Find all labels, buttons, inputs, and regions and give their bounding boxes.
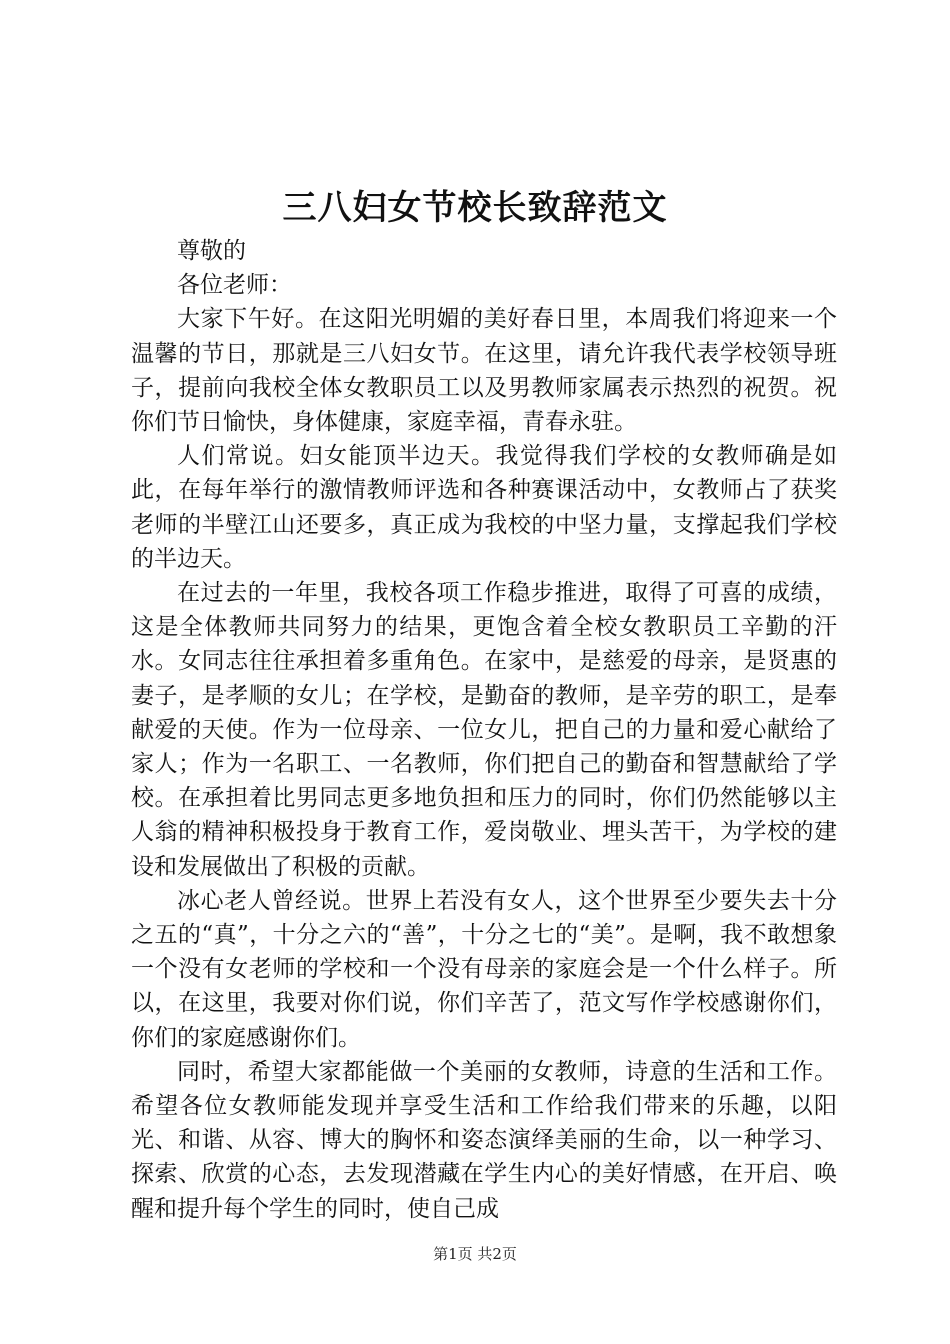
paragraph: 大家下午好。在这阳光明媚的美好春日里，本周我们将迎来一个温馨的节日，那就是三八妇女节。在这里，请允许我代表学校领导班子，提前向我校全体女教职员工以及男教师家属表示热烈的祝贺。祝你们节日愉快，身体健康，家庭幸福，青春永驻。 <box>131 306 837 436</box>
paragraph: 同时，希望大家都能做一个美丽的女教师，诗意的生活和工作。希望各位女教师能发现并享受生活和工作给我们带来的乐趣，以阳光、和谐、从容、博大的胸怀和姿态演绎美丽的生命，以一种学习、探索、欣赏的心态，去发现潜藏在学生内心的美好情感，在开启、唤醒和提升每个学生的同时，使自己成 <box>131 1058 837 1222</box>
salutation-line-2: 各位老师： <box>177 272 292 299</box>
paragraph: 冰心老人曾经说。世界上若没有女人，这个世界至少要失去十分之五的“真”，十分之六的“善”，十分之七的“美”。是啊，我不敢想象一个没有女老师的学校和一个没有母亲的家庭会是一个什么样子。所以，在这里，我要对你们说，你们辛苦了，范文写作学校感谢你们，你们的家庭感谢你们。 <box>131 887 837 1051</box>
paragraph: 人们常说。妇女能顶半边天。我觉得我们学校的女教师确是如此，在每年举行的激情教师评选和各种赛课活动中，女教师占了获奖老师的半壁江山还要多，真正成为我校的中坚力量，支撑起我们学校的半边天。 <box>131 443 837 572</box>
document-body <box>131 234 837 1226</box>
salutation-line-1: 尊敬的 <box>177 238 246 264</box>
page-footer: 第1页 共2页 <box>433 1245 517 1263</box>
paragraph: 在过去的一年里，我校各项工作稳步推进，取得了可喜的成绩，这是全体教师共同努力的结果，更饱含着全校女教职员工辛勤的汗水。女同志往往承担着多重角色。在家中，是慈爱的母亲，是贤惠的妻子，是孝顺的女儿；在学校，是勤奋的教师，是辛劳的职工，是奉献爱的天使。作为一位母亲、一位女儿，把自己的力量和爱心献给了家人；作为一名职工、一名教师，你们把自己的勤奋和智慧献给了学校。在承担着比男同志更多地负担和压力的同时，你们仍然能够以主人翁的精神积极投身于教育工作，爱岗敬业、埋头苦干，为学校的建设和发展做出了积极的贡献。 <box>131 580 837 880</box>
document-title: 三八妇女节校长致辞范文 <box>282 188 668 228</box>
